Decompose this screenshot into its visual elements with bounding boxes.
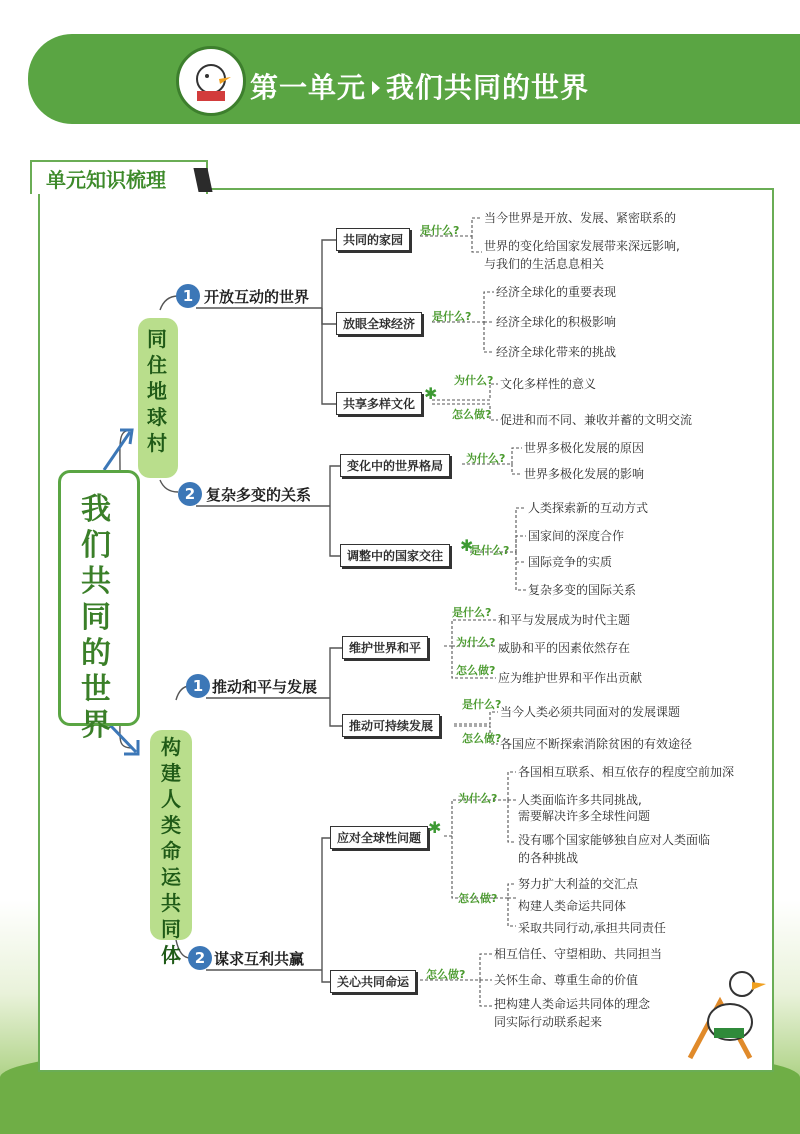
branch1-sub2-number: 2 xyxy=(178,482,202,506)
leaf: 相互信任、守望相助、共同担当 xyxy=(494,947,663,961)
leaf: 构建人类命运共同体 xyxy=(518,899,627,913)
branch2-sub2-number: 2 xyxy=(188,946,212,970)
leaf: 威胁和平的因素依然存在 xyxy=(498,641,631,655)
box-maintain-peace: 维护世界和平 xyxy=(342,636,428,659)
branch1-sub1-label: 开放互动的世界 xyxy=(204,288,310,306)
leaf: 当今人类必须共同面对的发展课题 xyxy=(500,705,681,719)
leaf: 各国相互联系、相互依存的程度空前加深 xyxy=(518,765,735,779)
unit-label: 第一单元 xyxy=(250,71,367,104)
box-shared-culture: 共享多样文化 xyxy=(336,392,422,415)
q-why-2: 为什么? xyxy=(466,452,506,465)
unit-title: 我们共同的世界 xyxy=(386,71,590,104)
leaf: 关怀生命、尊重生命的价值 xyxy=(494,973,639,987)
branch1-sub1-number: 1 xyxy=(176,284,200,308)
box-global-issues: 应对全球性问题 xyxy=(330,826,428,849)
branch2-sub1-label: 推动和平与发展 xyxy=(212,678,318,696)
box-global-economy: 放眼全球经济 xyxy=(336,312,422,335)
leaf: 世界多极化发展的原因 xyxy=(524,441,645,455)
q-why-4: 为什么? xyxy=(458,792,498,805)
branch2-label: 构建人类命运共同体 xyxy=(161,735,181,967)
leaf: 经济全球化的重要表现 xyxy=(496,285,617,299)
leaf: 复杂多变的国际关系 xyxy=(528,583,637,597)
leaf: 与我们的生活息息相关 xyxy=(484,257,605,271)
branch1-label: 同住地球村 xyxy=(147,327,167,455)
section-tab-label: 单元知识梳理 xyxy=(46,168,166,192)
leaf: 国家间的深度合作 xyxy=(528,529,625,543)
q-what-2: 是什么? xyxy=(432,310,472,323)
q-what-5: 是什么? xyxy=(462,698,502,711)
leaf: 人类探索新的互动方式 xyxy=(528,501,649,515)
box-common-home: 共同的家园 xyxy=(336,228,410,251)
leaf: 促进和而不同、兼收并蓄的文明交流 xyxy=(500,413,693,427)
leaf: 的各种挑战 xyxy=(518,851,579,865)
q-why-3: 为什么? xyxy=(456,636,496,649)
q-how-4: 怎么做? xyxy=(458,892,498,905)
q-what-1: 是什么? xyxy=(420,224,460,237)
leaf: 国际竞争的实质 xyxy=(528,555,613,569)
leaf: 各国应不断探索消除贫困的有效途径 xyxy=(500,737,693,751)
branch1-sub2-label: 复杂多变的关系 xyxy=(206,486,312,504)
leaf: 采取共同行动,承担共同责任 xyxy=(518,921,666,935)
leaf: 世界的变化给国家发展带来深远影响, xyxy=(484,239,680,253)
leaf-star-icon: ✱ xyxy=(428,818,442,837)
leaf: 经济全球化带来的挑战 xyxy=(496,345,617,359)
q-what-4: 是什么? xyxy=(452,606,492,619)
q-what-3: 是什么? xyxy=(470,544,510,557)
leaf-star-icon: ✱ xyxy=(460,536,474,555)
q-how-2: 怎么做? xyxy=(456,664,496,677)
q-why-1: 为什么? xyxy=(454,374,494,387)
q-how-3: 怎么做? xyxy=(462,732,502,745)
leaf: 当今世界是开放、发展、紧密联系的 xyxy=(484,211,677,225)
q-how-1: 怎么做? xyxy=(452,408,492,421)
leaf: 需要解决许多全球性问题 xyxy=(518,809,651,823)
leaf: 同实际行动联系起来 xyxy=(494,1015,603,1029)
leaf: 文化多样性的意义 xyxy=(500,377,597,391)
box-common-destiny: 关心共同命运 xyxy=(330,970,416,993)
q-how-5: 怎么做? xyxy=(426,968,466,981)
leaf: 世界多极化发展的影响 xyxy=(524,467,645,481)
leaf: 努力扩大利益的交汇点 xyxy=(518,877,639,891)
box-national-exchange: 调整中的国家交往 xyxy=(340,544,450,567)
leaf: 把构建人类命运共同体的理念 xyxy=(494,997,651,1011)
leaf: 和平与发展成为时代主题 xyxy=(498,613,631,627)
box-sustainable-dev: 推动可持续发展 xyxy=(342,714,440,737)
box-world-pattern: 变化中的世界格局 xyxy=(340,454,450,477)
goose-mascot-icon xyxy=(680,962,770,1062)
leaf: 没有哪个国家能够独自应对人类面临 xyxy=(518,833,711,847)
root-label: 我们共同的世界 xyxy=(81,492,111,743)
branch2-sub2-label: 谋求互利共赢 xyxy=(214,950,305,968)
leaf: 经济全球化的积极影响 xyxy=(496,315,617,329)
branch2-sub1-number: 1 xyxy=(186,674,210,698)
leaf: 应为维护世界和平作出贡献 xyxy=(498,671,643,685)
leaf: 人类面临许多共同挑战, xyxy=(518,793,642,807)
leaf-star-icon: ✱ xyxy=(424,384,438,403)
